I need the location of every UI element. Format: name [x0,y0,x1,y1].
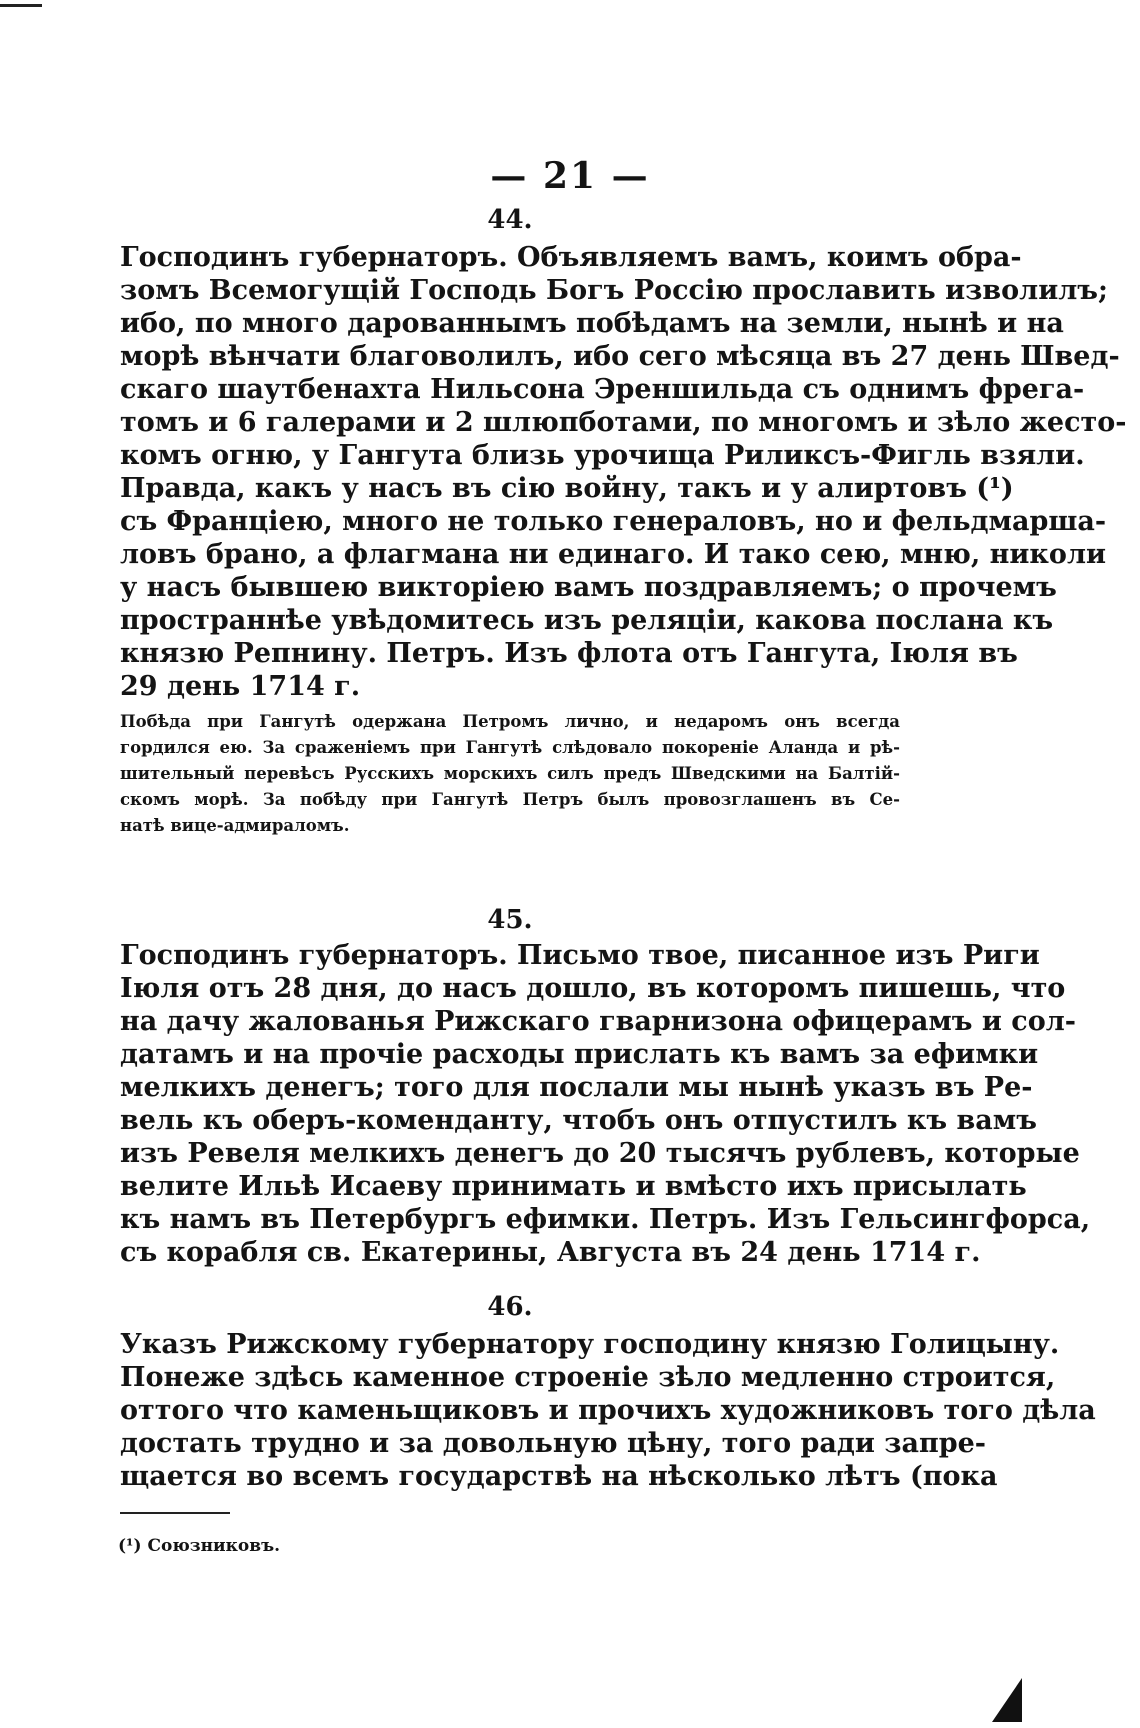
note-line: шительный перевѣсъ Русскихъ морскихъ силъ предъ Шведскими на Балтій- [120,764,900,783]
note-line: натѣ вице-адмираломъ. [120,816,350,835]
section-45 [120,905,1091,1269]
text-line: скаго шаутбенахта Нильсона Эреншильда съ однимъ фрега- [120,374,1085,405]
text-line: съ Франціею, много не только генераловъ, но и фельдмарша- [120,506,1107,537]
section-number: 45. [487,905,533,935]
text-line: морѣ вѣнчати благоволилъ, ибо сего мѣсяца въ 27 день Швед- [120,341,1120,372]
note-line: гордился ею. За сраженіемъ при Гангутѣ слѣдовало покореніе Аланда и рѣ- [120,738,900,757]
text-line: 29 день 1714 г. [120,671,361,702]
text-line: томъ и 6 галерами и 2 шлюпботами, по многомъ и зѣло жесто- [120,407,1127,438]
text-line: вель къ оберъ-коменданту, чтобъ онъ отпустилъ къ вамъ [120,1105,1037,1136]
scan-edge-mark [0,4,42,7]
text-line: изъ Ревеля мелкихъ денегъ до 20 тысячъ рублевъ, которые [120,1138,1080,1169]
note-line: Побѣда при Гангутѣ одержана Петромъ лично, и недаромъ онъ всегда [120,712,900,731]
section-number: 44. [487,205,533,235]
note-line: скомъ морѣ. За побѣду при Гангутѣ Петръ былъ провозглашенъ въ Се- [120,790,900,809]
text-line: Понеже здѣсь каменное строеніе зѣло медленно строится, [120,1362,1056,1393]
text-line: къ намъ въ Петербургъ ефимки. Петръ. Изъ Гельсингфорса, [120,1204,1091,1235]
text-line: пространнѣе увѣдомитесь изъ реляціи, какова послана къ [120,605,1054,636]
text-line: ибо, по много дарованнымъ побѣдамъ на земли, нынѣ и на [120,308,1064,339]
scan-corner-mark [992,1678,1022,1722]
text-line: Указъ Рижскому губернатору господину князю Голицыну. [120,1329,1060,1360]
text-line: достать трудно и за довольную цѣну, того ради запре- [120,1428,987,1459]
section-44 [120,205,1127,839]
text-line: Іюля отъ 28 дня, до насъ дошло, въ которомъ пишешь, что [120,973,1066,1004]
text-line: мелкихъ денегъ; того для послали мы нынѣ указъ въ Ре- [120,1072,1033,1103]
text-line: ловъ брано, а флагмана ни единаго. И тако сею, мню, николи [120,539,1107,570]
text-line: Правда, какъ у насъ въ сію войну, такъ и у алиртовъ (¹) [120,473,1014,504]
footnote-divider [120,1512,230,1514]
page-number: — 21 — [490,155,650,197]
text-line: съ корабля св. Екатерины, Августа въ 24 день 1714 г. [120,1237,981,1268]
section-number: 46. [487,1292,533,1322]
section-46 [120,1292,1096,1493]
footnote: (¹) Союзниковъ. [118,1536,281,1556]
text-line: на дачу жалованья Рижскаго гварнизона офицерамъ и сол- [120,1006,1076,1037]
text-line: комъ огню, у Гангута близь урочища Риликсъ-Фигль взяли. [120,440,1085,471]
text-line: датамъ и на прочіе расходы прислать къ вамъ за ефимки [120,1039,1039,1070]
text-line: оттого что каменьщиковъ и прочихъ художниковъ того дѣла [120,1395,1096,1426]
text-line: Господинъ губернаторъ. Объявляемъ вамъ, коимъ обра- [120,242,1022,273]
text-line: зомъ Всемогущій Господь Богъ Россію прославить изволилъ; [120,275,1108,306]
text-line: велите Ильѣ Исаеву принимать и вмѣсто ихъ присылать [120,1171,1027,1202]
text-line: щается во всемъ государствѣ на нѣсколько лѣтъ (пока [120,1461,998,1492]
text-line: князю Репнину. Петръ. Изъ флота отъ Гангута, Іюля въ [120,638,1018,669]
text-line: Господинъ губернаторъ. Письмо твое, писанное изъ Риги [120,940,1040,971]
text-line: у насъ бывшею викторіею вамъ поздравляемъ; о прочемъ [120,572,1057,603]
editorial-note [120,709,900,839]
